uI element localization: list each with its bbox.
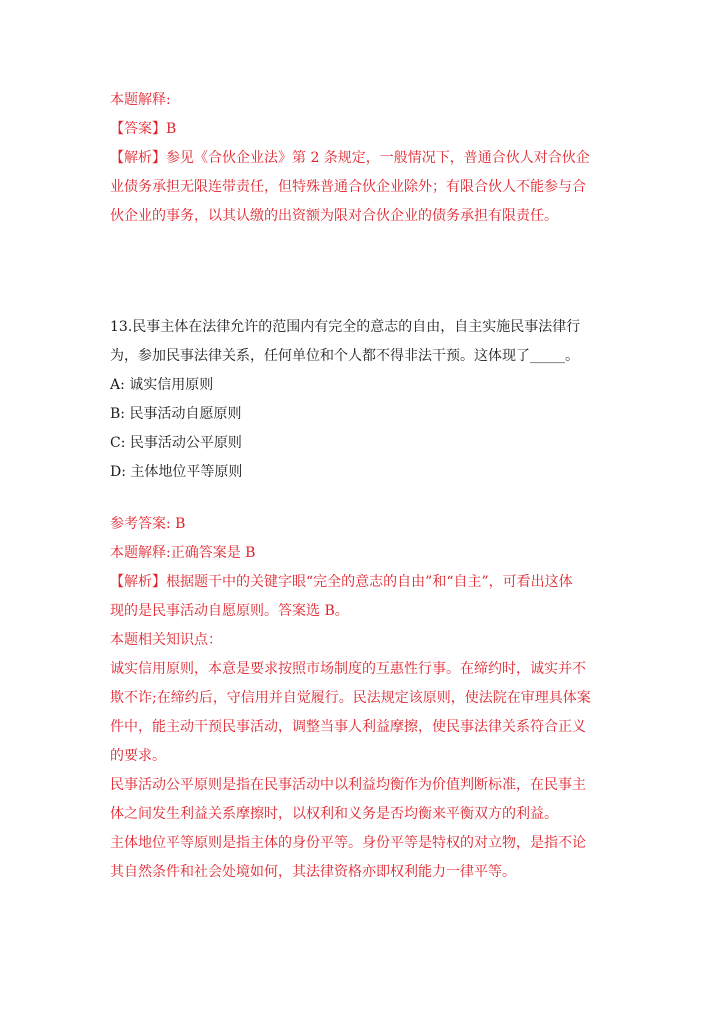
analysis-line: 【解析】参见《合伙企业法》第 2 条规定，一般情况下，普通合伙人对合伙企	[110, 150, 590, 166]
option-c: C: 民事活动公平原则	[110, 435, 242, 451]
knowledge-line: 欺不诈;在缔约后，守信用并自觉履行。民法规定该原则，使法院在审理具体案	[110, 690, 591, 706]
knowledge-line: 民事活动公平原则是指在民事活动中以利益均衡作为价值判断标准，在民事主	[110, 777, 586, 793]
option-a: A: 诚实信用原则	[110, 377, 214, 393]
analysis-line: 【解析】根据题干中的关键字眼“完全的意志的自由”和“自主”，可看出这体	[110, 574, 573, 590]
option-b: B: 民事活动自愿原则	[110, 406, 242, 422]
previous-explanation	[110, 86, 610, 231]
answer-section	[110, 510, 610, 887]
analysis-line: 伙企业的事务，以其认缴的出资额为限对合伙企业的债务承担有限责任。	[110, 208, 558, 224]
analysis-line: 现的是民事活动自愿原则。答案选 B。	[110, 603, 349, 619]
knowledge-header: 本题相关知识点：	[110, 632, 222, 648]
explanation-header: 本题解释:	[110, 92, 171, 108]
reference-answer: 参考答案: B	[110, 516, 186, 532]
knowledge-line: 诚实信用原则，本意是要求按照市场制度的互惠性行事。在缔约时，诚实并不	[110, 661, 586, 677]
knowledge-line: 其自然条件和社会处境如何，其法律资格亦即权利能力一律平等。	[110, 864, 516, 880]
explanation-header: 本题解释:正确答案是 B	[110, 545, 256, 561]
knowledge-line: 体之间发生利益关系摩擦时，以权利和义务是否均衡来平衡双方的利益。	[110, 806, 558, 822]
option-d: D: 主体地位平等原则	[110, 464, 243, 480]
knowledge-line: 件中，能主动干预民事活动，调整当事人利益摩擦，使民事法律关系符合正义	[110, 719, 586, 735]
question-stem-line: 为，参加民事法律关系，任何单位和个人都不得非法干预。这体现了_____。	[110, 348, 579, 364]
knowledge-line: 主体地位平等原则是指主体的身份平等。身份平等是特权的对立物，是指不论	[110, 835, 586, 851]
analysis-line: 业债务承担无限连带责任，但特殊普通合伙企业除外；有限合伙人不能参与合	[110, 179, 586, 195]
answer-line: 【答案】B	[110, 121, 177, 137]
question-stem-line: 13.民事主体在法律允许的范围内有完全的意志的自由，自主实施民事法律行	[110, 319, 581, 335]
question-13	[110, 313, 610, 487]
knowledge-line: 的要求。	[110, 748, 166, 764]
